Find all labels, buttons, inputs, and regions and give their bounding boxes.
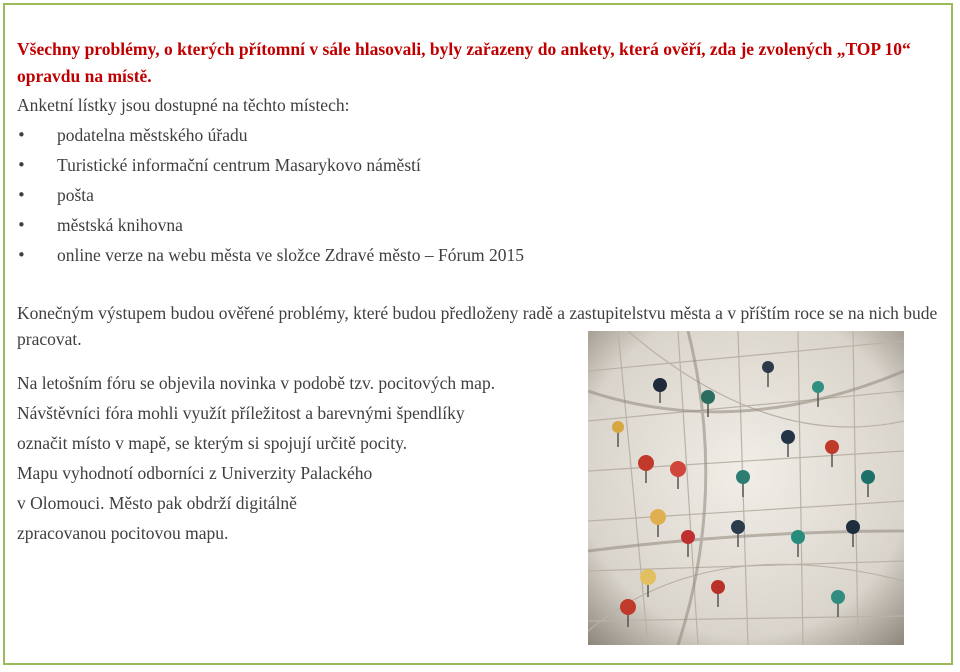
list-item — [17, 210, 937, 240]
bullet-icon: • — [17, 186, 26, 204]
list-item-label: podatelna městského úřadu — [57, 125, 248, 145]
bullet-icon: • — [17, 126, 26, 144]
map-paragraph — [17, 368, 587, 548]
map-paragraph-line: Na letošním fóru se objevila novinka v podobě tzv. pocitových map. — [17, 373, 496, 393]
bullet-icon: • — [17, 246, 26, 264]
bullet-icon: • — [17, 216, 26, 234]
map-paragraph-line: Mapu vyhodnotí odborníci z Univerzity Palackého — [17, 463, 373, 483]
outcome-text: Konečným výstupem budou ověřené problémy, které budou předloženy radě a zastupitelstvu města a v příštím roce se na nich bude pracovat. — [17, 303, 938, 349]
map-paragraph-line: Návštěvníci fóra mohli využít příležitost a barevnými špendlíky — [17, 403, 465, 423]
places-list — [17, 120, 937, 270]
headline: Všechny problémy, o kterých přítomní v sále hlasovali, byly zařazeny do ankety, která ověří, zda je zvolených „TOP 10“ opravdu na místě. — [17, 39, 911, 86]
map-illustration — [588, 331, 904, 645]
map-paragraph-line: zpracovanou pocitovou mapu. — [17, 523, 229, 543]
list-item-label: pošta — [57, 185, 94, 205]
intro-text: Anketní lístky jsou dostupné na těchto místech: — [17, 95, 350, 115]
list-item-label: online verze na webu města ve složce Zdravé město – Fórum 2015 — [57, 245, 525, 265]
list-item — [17, 240, 937, 270]
map-paragraph-line: v Olomouci. Město pak obdrží digitálně — [17, 493, 297, 513]
map-paragraph-line: označit místo v mapě, se kterým si spojují určitě pocity. — [17, 433, 408, 453]
list-item-label: městská knihovna — [57, 215, 183, 235]
list-item-label: Turistické informační centrum Masarykovo náměstí — [57, 155, 421, 175]
list-item — [17, 180, 937, 210]
list-item — [17, 150, 937, 180]
list-item — [17, 120, 937, 150]
bullet-icon: • — [17, 156, 26, 174]
map-with-pins-photo — [588, 331, 904, 645]
